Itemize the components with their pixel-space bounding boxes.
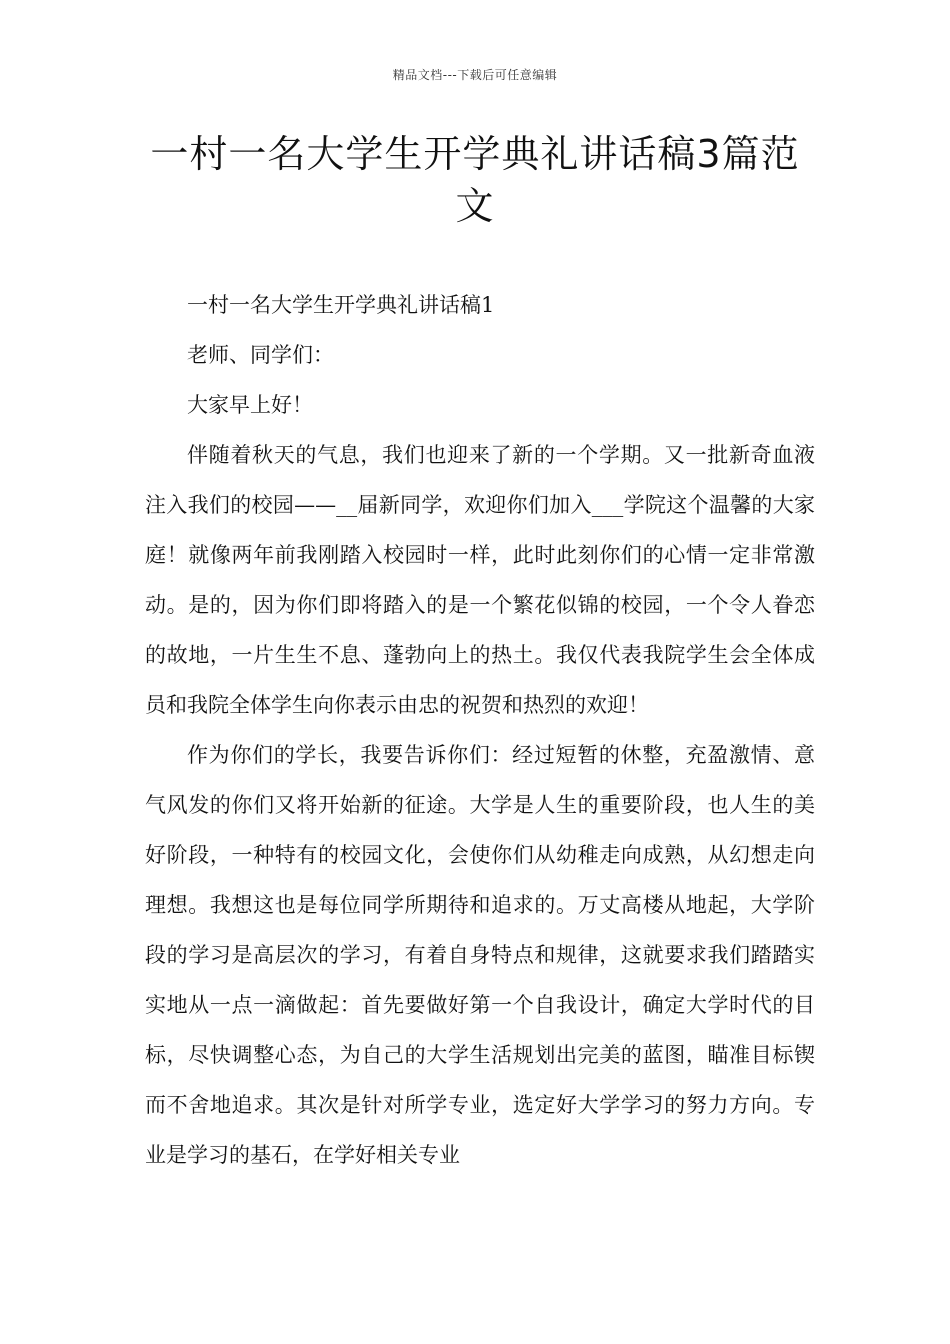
paragraph: 伴随着秋天的气息，我们也迎来了新的一个学期。又一批新奇血液注入我们的校园——__届新同学，欢迎你们加入___学院这个温馨的大家庭！就像两年前我刚踏入校园时一样，此时此刻你们的心情一定非常激动。是的，因为你们即将踏入的是一个繁花似锦的校园，一个令人眷恋的故地，一片生生不息、蓬勃向上的热土。我仅代表我院学生会全体成员和我院全体学生向你表示由忠的祝贺和热烈的欢迎！ (145, 443, 815, 717)
document-body (145, 280, 815, 1180)
section-heading: 一村一名大学生开学典礼讲话稿1 (187, 293, 495, 317)
salutation: 老师、同学们： (187, 343, 334, 367)
document-title: 一村一名大学生开学典礼讲话稿3篇范文 (150, 132, 800, 228)
paragraph: 作为你们的学长，我要告诉你们：经过短暂的休整，充盈激情、意气风发的你们又将开始新的征途。大学是人生的重要阶段，也人生的美好阶段，一种特有的校园文化，会使你们从幼稚走向成熟，从幻想走向理想。我想这也是每位同学所期待和追求的。万丈高楼从地起，大学阶段的学习是高层次的学习，有着自身特点和规律，这就要求我们踏踏实实地从一点一滴做起：首先要做好第一个自我设计，确定大学时代的目标，尽快调整心态，为自己的大学生活规划出完美的蓝图，瞄准目标锲而不舍地追求。其次是针对所学专业，选定好大学学习的努力方向。专业是学习的基石，在学好相关专业 (145, 743, 815, 1167)
greeting: 大家早上好！ (187, 393, 313, 417)
header-note: 精品文档---下载后可任意编辑 (392, 68, 558, 82)
